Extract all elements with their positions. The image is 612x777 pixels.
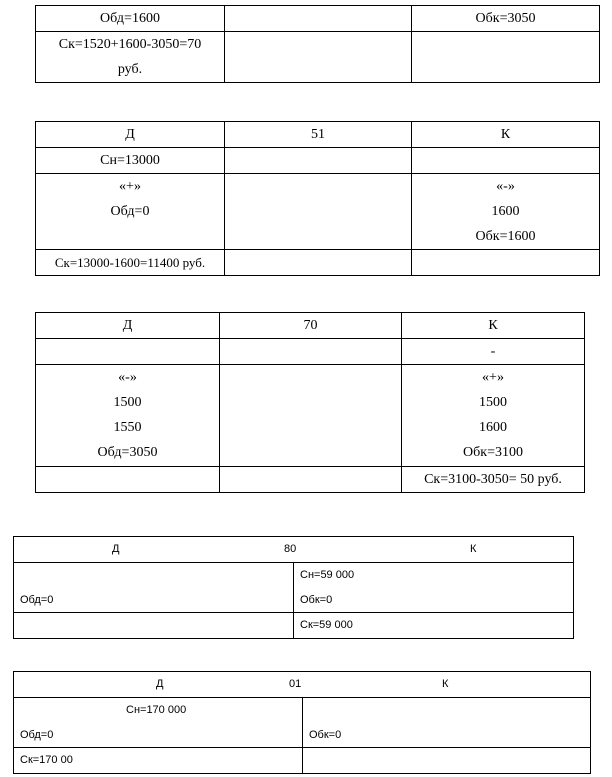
debit-sign: «+» (119, 179, 141, 194)
account-number: 01 (289, 678, 302, 690)
debit-turnover: Обд=0 (110, 204, 150, 219)
debit-turnover: Обд=3050 (97, 445, 158, 460)
closing-balance-unit: руб. (117, 62, 143, 77)
closing-balance-formula: Ск=1520+1600-3050=70 (58, 37, 202, 52)
opening-balance: Сн=170 000 (126, 704, 187, 716)
credit-turnover: Обк=3100 (463, 445, 523, 460)
debit-header: Д (156, 678, 164, 690)
t-account-70 (35, 312, 585, 493)
account-number: 51 (311, 127, 325, 142)
closing-balance: Ск=3100-3050= 50 руб. (424, 472, 562, 487)
closing-balance: Ск=170 00 (20, 754, 73, 766)
debit-header: Д (125, 127, 135, 142)
credit-header: К (470, 543, 477, 555)
credit-entry: 1600 (479, 420, 507, 435)
t-account-80 (13, 536, 574, 639)
closing-balance: Ск=59 000 (300, 619, 353, 631)
opening-balance: Сн=13000 (100, 153, 160, 168)
credit-header: К (488, 318, 498, 333)
credit-turnover: Обк=3050 (475, 11, 536, 26)
debit-turnover: Обд=0 (20, 728, 54, 741)
credit-turnover: Обк=0 (300, 593, 333, 606)
t-account-01 (13, 671, 591, 774)
credit-header: К (442, 678, 449, 690)
opening-balance: - (490, 344, 496, 359)
closing-balance: Ск=13000-1600=11400 руб. (54, 255, 206, 270)
credit-entry: 1600 (491, 204, 520, 219)
opening-balance: Сн=59 000 (300, 569, 355, 581)
credit-sign: «-» (496, 179, 515, 194)
debit-sign: «-» (118, 370, 137, 385)
credit-sign: «+» (482, 370, 504, 385)
debit-header: Д (122, 318, 133, 333)
debit-header: Д (112, 543, 120, 555)
debit-turnover: Обд=1600 (100, 11, 160, 26)
debit-entry: 1550 (113, 420, 142, 435)
t-account-51 (35, 121, 600, 276)
debit-entry: 1500 (113, 395, 142, 410)
credit-turnover: Обк=1600 (475, 229, 536, 244)
account-number: 80 (284, 543, 297, 555)
credit-header: К (500, 127, 511, 142)
credit-turnover: Обк=0 (309, 728, 342, 741)
account-number: 70 (303, 318, 318, 333)
account-table-partial (35, 5, 600, 83)
credit-entry: 1500 (479, 395, 507, 410)
debit-turnover: Обд=0 (20, 593, 54, 606)
